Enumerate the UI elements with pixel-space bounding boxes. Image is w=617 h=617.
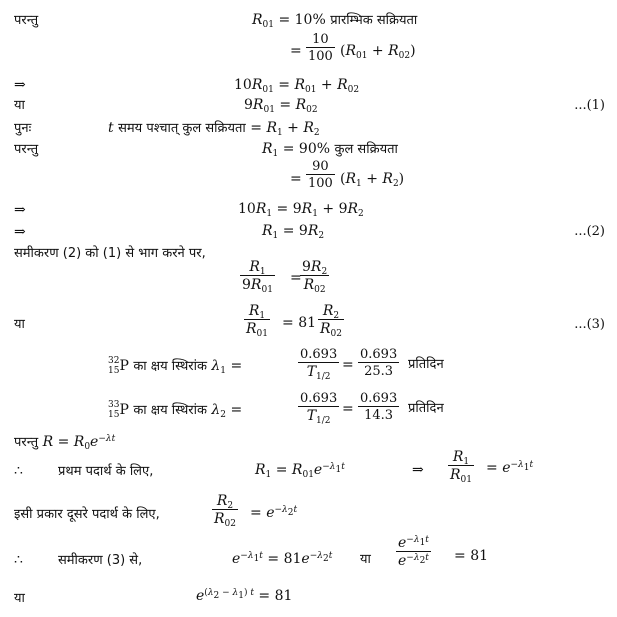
- frac-r2-r02: $\frac{R_2}{R_{02}}$: [320, 303, 342, 339]
- frac-k-t-half-2: $\frac{0.693}{T_{1/2}}$: [300, 391, 338, 426]
- word-punah: पुनः: [14, 121, 32, 136]
- first-substance-label: प्रथम पदार्थ के लिए,: [58, 464, 154, 479]
- eq-r1-90pct: $R_1 = 90\%$ कुल सक्रियता: [262, 141, 398, 159]
- second-substance-label: इसी प्रकार दूसरे पदार्थ के लिए,: [14, 507, 160, 522]
- per-day-2: प्रतिदिन: [408, 401, 444, 416]
- eq-10r1: $10R_1 = 9R_1 + 9R_2$: [238, 201, 364, 219]
- eq-equals-81-b: = 81: [454, 548, 489, 564]
- equation-number-1: ...(1): [574, 98, 605, 113]
- frac-exp-ratio: $\frac{e^{-\lambda_1t}}{e^{-\lambda_2t}}$: [398, 535, 429, 569]
- implies-arrow-3: ⇒: [14, 224, 26, 240]
- frac-k-t-half-1: $\frac{0.693}{T_{1/2}}$: [300, 347, 338, 382]
- frac-r2-r02-b: $\frac{R_2}{R_{02}}$: [214, 493, 236, 529]
- eq-equals-81: = 81: [282, 315, 317, 331]
- frac-r1-r01: $\frac{R_1}{R_{01}}$: [246, 303, 268, 339]
- equals-sign-2: =: [290, 171, 302, 187]
- eq-r1-9r2: $R_1 = 9R_2$: [262, 223, 325, 241]
- eq-10r01: $10R_{01} = R_{01} + R_{02}$: [234, 77, 360, 95]
- frac-r1-r01-b: $\frac{R_1}{R_{01}}$: [450, 449, 472, 485]
- equation-number-3: ...(3): [574, 317, 605, 332]
- implies-arrow-2: ⇒: [14, 202, 26, 218]
- frac-r1-9r01: $\frac{R_1}{9R_{01}}$: [242, 259, 273, 295]
- equals-sign-5: =: [342, 401, 354, 417]
- decay-law: परन्तु $R = R_0e^{-\lambda t}$: [14, 434, 116, 452]
- eq-r01-10pct: $R_{01} = 10\%$ प्रारम्भिक सक्रियता: [252, 12, 418, 30]
- therefore-2: ∴: [14, 552, 23, 568]
- implies-arrow-1: ⇒: [14, 77, 26, 93]
- eq-final: $e^{(\lambda_2 - \lambda_1) t} = 81$: [196, 588, 293, 604]
- eq-ratio-exp-1: = $e^{-\lambda_1t}$: [486, 460, 534, 476]
- word-ya-3: या: [360, 552, 371, 567]
- word-ya-2: या: [14, 317, 25, 332]
- word-ya-4: या: [14, 591, 25, 606]
- frac-k-14: $\frac{0.693}{14.3}$: [360, 391, 398, 423]
- frac-10-100: $\frac{10}{100}$: [308, 32, 333, 64]
- nuclide-33p: 33 15 P का क्षय स्थिरांक $\lambda_2$ =: [108, 400, 243, 420]
- expr-r01-plus-r02: $(R_{01} + R_{02})$: [340, 43, 416, 61]
- equals-sign-4: =: [342, 357, 354, 373]
- from-eq3-label: समीकरण (3) से,: [58, 553, 143, 568]
- eq-exp-81: $e^{-\lambda_1t} = 81e^{-\lambda_2t}$: [232, 551, 333, 567]
- eq-ratio-exp-2: = $e^{-\lambda_2t}$: [250, 505, 298, 521]
- equals-sign-3: =: [290, 270, 302, 286]
- equation-number-2: ...(2): [574, 224, 605, 239]
- expr-r1-plus-r2: $(R_1 + R_2)$: [340, 171, 405, 189]
- word-parantu-2: परन्तु: [14, 142, 39, 157]
- word-ya-1: या: [14, 98, 25, 113]
- eq-total-after-t: t समय पश्चात् कुल सक्रियता = $R_1 + R_2$: [108, 120, 320, 138]
- word-parantu: परन्तु: [14, 13, 39, 28]
- equals-sign: =: [290, 43, 302, 59]
- frac-9r2-r02: $\frac{9R_2}{R_{02}}$: [302, 259, 328, 295]
- nuclide-32p: 32 15 P का क्षय स्थिरांक $\lambda_1$ =: [108, 356, 243, 376]
- eq-r1-decay: $R_1 = R_{01}e^{-\lambda_1t}$: [255, 462, 345, 480]
- frac-90-100: $\frac{90}{100}$: [308, 159, 333, 191]
- eq-9r01: $9R_{01} = R_{02}$: [244, 97, 318, 115]
- divide-instruction: समीकरण (2) को (1) से भाग करने पर,: [14, 246, 206, 261]
- frac-k-25: $\frac{0.693}{25.3}$: [360, 347, 398, 379]
- therefore-1: ∴: [14, 463, 23, 479]
- implies-arrow-4: ⇒: [412, 462, 424, 478]
- per-day-1: प्रतिदिन: [408, 357, 444, 372]
